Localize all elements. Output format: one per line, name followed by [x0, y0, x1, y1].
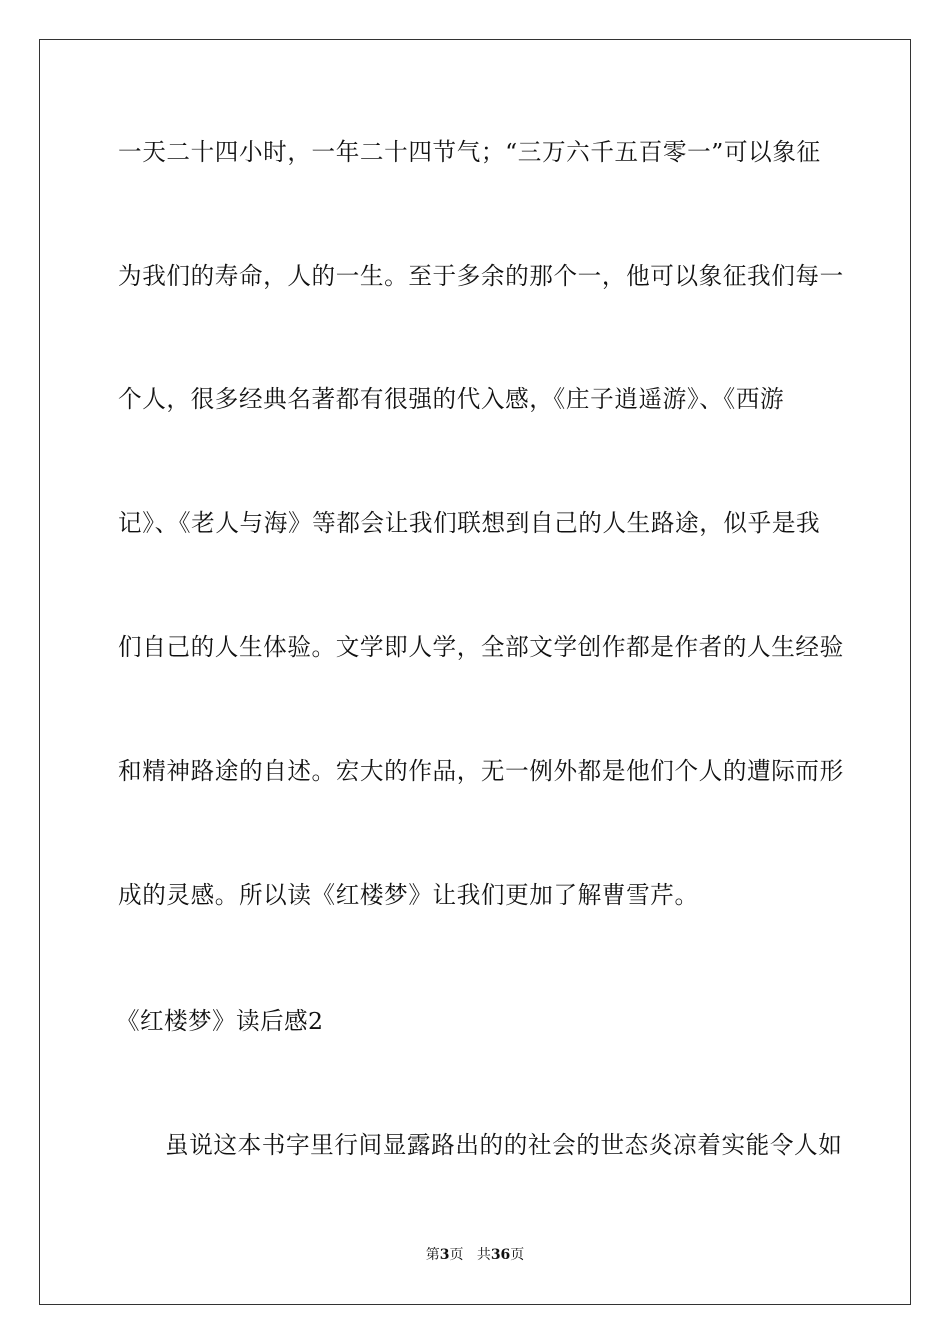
- body-text-line: 成的灵感。所以读《红楼梦》让我们更加了解曹雪芹。: [118, 881, 699, 909]
- body-text-line: 记》、《老人与海》等都会让我们联想到自己的人生路途，似乎是我: [118, 509, 821, 537]
- footer-total-pages: 36: [490, 1247, 511, 1263]
- section-heading: 《红楼梦》读后感2: [116, 1007, 324, 1035]
- body-text-line: 个人，很多经典名著都有很强的代入感，《庄子逍遥游》、《西游: [118, 385, 785, 413]
- body-text-line: 和精神路途的自述。宏大的作品，无一例外都是他们个人的遭际而形: [118, 757, 844, 785]
- paragraph-first-line: 虽说这本书字里行间显露路出的的社会的世态炎凉着实能令人如: [165, 1131, 843, 1159]
- footer-page-suffix: 页: [449, 1247, 464, 1263]
- footer-total-prefix: 共: [476, 1247, 491, 1263]
- body-text-line: 们自己的人生体验。文学即人学，全部文学创作都是作者的人生经验: [118, 633, 844, 661]
- body-text-line: 为我们的寿命，人的一生。至于多余的那个一，他可以象征我们每一: [118, 262, 844, 290]
- page-footer: [0, 1246, 950, 1264]
- footer-page-prefix: 第: [425, 1247, 440, 1263]
- footer-total-suffix: 页: [510, 1247, 525, 1263]
- body-text-line: 一天二十四小时，一年二十四节气；“三万六千五百零一”可以象征: [118, 138, 821, 166]
- footer-page-number: 3: [439, 1247, 450, 1263]
- page-border: [39, 39, 911, 1305]
